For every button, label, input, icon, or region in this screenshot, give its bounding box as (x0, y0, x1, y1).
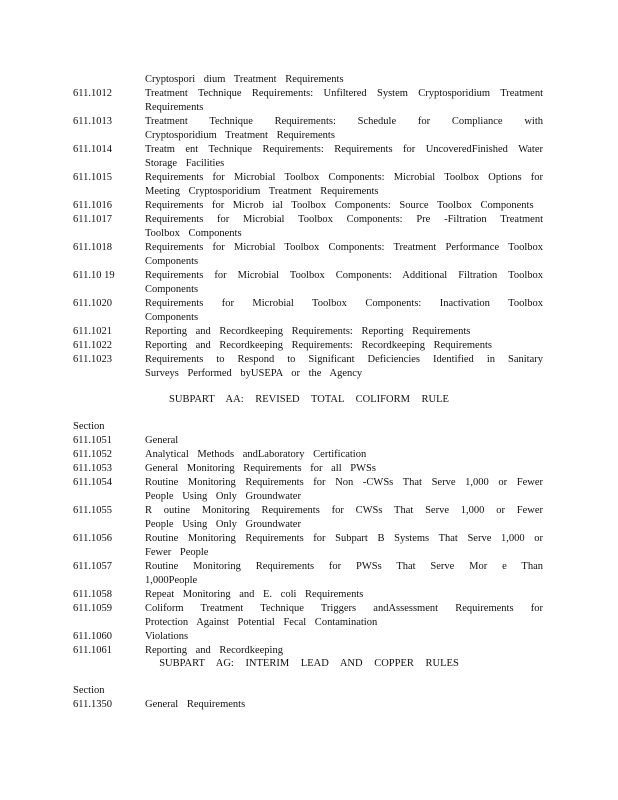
list-item (73, 73, 543, 87)
section-list-subpart-aa (73, 420, 543, 658)
section-title: Treatm ent Technique Requirements: Requirements for UncoveredFinished Water Storage Facilities (145, 144, 543, 169)
section-title: Treatment Technique Requirements: Unfiltered System Cryptosporidium Treatment Requirements (145, 88, 543, 113)
section-title: Cryptospori dium Treatment Requirements (145, 74, 344, 85)
section-title: Coliform Treatment Technique Triggers andAssessment Requirements for Protection Against Potential Fecal Contamination (145, 603, 543, 628)
list-item (73, 644, 543, 658)
section-title: General Monitoring Requirements for all PWSs (145, 463, 376, 474)
list-item (73, 269, 543, 297)
subpart-ag-heading: SUBPART AG: INTERIM LEAD AND COPPER RULES (159, 658, 459, 669)
section-title: Routine Monitoring Requirements for Subpart B Systems That Serve 1,000 or Fewer People (145, 533, 543, 558)
list-item (73, 462, 543, 476)
list-item (73, 588, 543, 602)
section-number: 611.1012 (73, 88, 112, 99)
section-title: Requirements for Microbial Toolbox Components: Microbial Toolbox Options for Meeting Cryptosporidium Treatment Requirements (145, 172, 543, 197)
section-title: Treatment Technique Requirements: Schedule for Compliance with Cryptosporidium Treatment Requirements (145, 116, 543, 141)
list-item (73, 353, 543, 381)
list-item (73, 698, 543, 712)
section-number: 611.1013 (73, 116, 112, 127)
list-item (73, 199, 543, 213)
section-title: Violations (145, 631, 189, 642)
section-title: Requirements for Microbial Toolbox Components: Inactivation Toolbox Components (145, 298, 543, 323)
section-title: General (145, 435, 179, 446)
section-title: Routine Monitoring Requirements for Non -CWSs That Serve 1,000 or Fewer People Using Only Groundwater (145, 477, 543, 502)
section-number: 611.1015 (73, 172, 112, 183)
section-number: 611.1056 (73, 533, 112, 544)
list-item (73, 339, 543, 353)
section-title: Requirements to Respond to Significant Deficiencies Identified in Sanitary Surveys Performed byUSEPA or the Agency (145, 354, 543, 379)
section-title: Requirements for Microbial Toolbox Components: Additional Filtration Toolbox Components (145, 270, 543, 295)
section-number: 611.1021 (73, 326, 112, 337)
list-item (73, 560, 543, 588)
section-title: General Requirements (145, 699, 246, 710)
list-item (73, 143, 543, 171)
section-title: Requirements for Microbial Toolbox Components: Pre -Filtration Treatment Toolbox Components (145, 214, 543, 239)
section-number: 611.1060 (73, 631, 112, 642)
section-title: Routine Monitoring Requirements for PWSs That Serve Mor e Than 1,000People (145, 561, 543, 586)
section-title: Reporting and Recordkeeping Requirements: Recordkeeping Requirements (145, 340, 492, 351)
section-number: 611.1054 (73, 477, 112, 488)
section-title: Requirements for Microb ial Toolbox Components: Source Toolbox Components (145, 200, 534, 211)
section-number: 611.1058 (73, 589, 112, 600)
section-list-subpart-ag (73, 684, 543, 712)
list-item (73, 602, 543, 630)
section-title: Requirements for Microbial Toolbox Components: Treatment Performance Toolbox Components (145, 242, 543, 267)
list-item (73, 448, 543, 462)
section-title: Reporting and Recordkeeping (145, 645, 283, 656)
section-number: 611.1023 (73, 354, 112, 365)
section-number: 611.1022 (73, 340, 112, 351)
section-title: Reporting and Recordkeeping Requirements: Reporting Requirements (145, 326, 471, 337)
section-number: 611.1051 (73, 435, 112, 446)
list-item (73, 532, 543, 560)
section-column-label: Section (73, 421, 105, 432)
section-number: 611.1017 (73, 214, 112, 225)
section-number: 611.1350 (73, 699, 112, 710)
section-number: 611.1059 (73, 603, 112, 614)
section-column-label: Section (73, 685, 105, 696)
list-item (73, 241, 543, 269)
list-item (73, 115, 543, 143)
list-item (73, 476, 543, 504)
section-title: Analytical Methods andLaboratory Certification (145, 449, 367, 460)
subpart-aa-heading: SUBPART AA: REVISED TOTAL COLIFORM RULE (169, 394, 449, 405)
section-number: 611.1014 (73, 144, 112, 155)
section-list-subpart-y (73, 73, 543, 381)
list-item (73, 171, 543, 199)
list-item (73, 297, 543, 325)
section-title: Repeat Monitoring and E. coli Requirements (145, 589, 364, 600)
section-title: R outine Monitoring Requirements for CWSs That Serve 1,000 or Fewer People Using Only Groundwater (145, 505, 543, 530)
section-number (73, 73, 145, 87)
list-item (73, 504, 543, 532)
list-item (73, 213, 543, 241)
list-item (73, 87, 543, 115)
list-item (73, 630, 543, 644)
section-number: 611.1053 (73, 463, 112, 474)
section-number: 611.1061 (73, 645, 112, 656)
section-number: 611.1020 (73, 298, 112, 309)
section-number: 611.1057 (73, 561, 112, 572)
section-number: 611.1052 (73, 449, 112, 460)
section-number: 611.1016 (73, 200, 112, 211)
section-number: 611.1018 (73, 242, 112, 253)
section-number: 611.10 19 (73, 270, 115, 281)
section-number: 611.1055 (73, 505, 112, 516)
list-item (73, 325, 543, 339)
list-item (73, 434, 543, 448)
